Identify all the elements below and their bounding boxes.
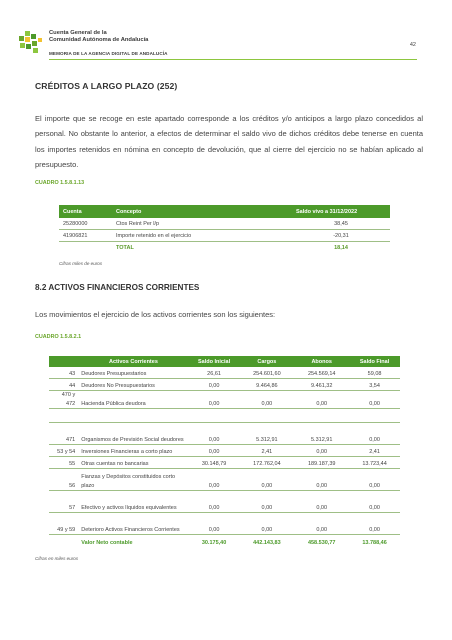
cell-saldo-inicial: 0,00 — [189, 391, 240, 409]
cell-abonos: 0,00 — [294, 469, 349, 491]
cell-cuenta — [49, 409, 78, 423]
cell-cuenta: 56 — [49, 469, 78, 491]
cell-concepto: Deudores No Presupuestarios — [78, 379, 188, 391]
cell-saldo-final: 0,00 — [349, 491, 400, 513]
table-row — [49, 469, 400, 491]
cell-saldo-inicial: 0,00 — [189, 423, 240, 445]
cell-cuenta: 57 — [49, 491, 78, 513]
cell-total-label: TOTAL — [116, 244, 134, 251]
cell-cuenta: 53 y 54 — [49, 445, 78, 457]
cell-saldo-inicial: 0,00 — [189, 379, 240, 391]
cell-abonos: 189.187,39 — [294, 457, 349, 469]
col-header-saldo: Saldo vivo a 31/12/2022 — [292, 205, 390, 218]
creditos-table — [59, 205, 390, 253]
cell-saldo-final: 59,08 — [349, 367, 400, 379]
cell-saldo-inicial: 26,61 — [189, 367, 240, 379]
org-name-line2: Comunidad Autónoma de Andalucía — [49, 36, 149, 43]
table-note-2: Cifras en miles euros — [35, 556, 79, 561]
section-paragraph-creditos: El importe que se recoge en este apartado corresponde a los créditos y/o anticipos a largo plazo concedidos al personal. No obstante lo anterior, a efectos de determinar el saldo vivo de dichos créditos debe tenerse en cuenta los importes retenidos en nómina en concepto de devolución, que al cierre del ejercicio no se habían aplicado al presupuesto. — [35, 114, 423, 169]
cell-saldo-final: 13.788,46 — [362, 539, 387, 546]
cell-cargos: 0,00 — [239, 391, 294, 409]
table-row — [49, 513, 400, 535]
page-number: 42 — [409, 42, 416, 48]
table-note-1: Cifras miles de euros — [59, 261, 103, 266]
cell-abonos: 0,00 — [294, 513, 349, 535]
cell-abonos: 5.312,91 — [294, 423, 349, 445]
col-header-cuenta: Cuenta — [59, 205, 112, 218]
cell-cargos: 0,00 — [239, 491, 294, 513]
cell-abonos: 9.461,32 — [294, 379, 349, 391]
section-paragraph-activos: Los movimientos el ejercicio de los activos corrientes son los siguientes: — [35, 310, 276, 319]
table-row — [49, 379, 400, 391]
table-row — [59, 218, 390, 230]
cell-cargos: 442.143,83 — [253, 539, 281, 546]
cell-cuenta: 44 — [49, 379, 78, 391]
cell-cuenta — [59, 242, 112, 254]
table-total-row — [49, 535, 400, 548]
table-row — [49, 457, 400, 469]
col-header-activos: Activos Corrientes — [78, 356, 188, 367]
cell-abonos: 0,00 — [294, 445, 349, 457]
cell-cuenta: 41906821 — [59, 230, 112, 242]
col-header-saldo-final: Saldo Final — [349, 356, 400, 367]
org-name — [49, 30, 148, 44]
cell-abonos: 0,00 — [294, 391, 349, 409]
cell-cargos: 254.601,60 — [239, 367, 294, 379]
cell-concepto: Efectivo y activos líquidos equivalentes — [78, 491, 188, 513]
table-total-row — [59, 242, 390, 254]
cell-cargos: 172.762,04 — [239, 457, 294, 469]
cell-concepto: Fianzas y Depósitos constituidos corto plazo — [78, 469, 188, 491]
cell-cuenta: 470 y 472 — [49, 391, 78, 409]
cell-saldo-final: 0,00 — [349, 513, 400, 535]
cell-saldo-final: 0,00 — [349, 469, 400, 491]
section-title-activos: 8.2 ACTIVOS FINANCIEROS CORRIENTES — [35, 283, 200, 292]
cell-saldo-inicial — [189, 409, 240, 423]
cell-cargos: 0,00 — [239, 513, 294, 535]
header-divider — [49, 59, 417, 60]
cell-saldo-inicial: 30.148,79 — [189, 457, 240, 469]
cell-saldo-inicial: 30.175,40 — [201, 539, 227, 546]
cell-abonos: 254.569,14 — [294, 367, 349, 379]
col-header-cargos: Cargos — [239, 356, 294, 367]
cell-saldo-inicial: 0,00 — [189, 469, 240, 491]
cell-cuenta: 471 — [49, 423, 78, 445]
cell-cuenta: 43 — [49, 367, 78, 379]
cell-abonos: 458.530,77 — [307, 539, 336, 546]
cell-saldo-final: 0,00 — [349, 423, 400, 445]
cell-saldo-final — [349, 409, 400, 423]
org-name-line1: Cuenta General de la — [49, 30, 107, 36]
andalucia-logo — [17, 28, 45, 56]
cell-saldo: -20,31 — [292, 230, 390, 242]
cell-saldo-final: 13.723,44 — [349, 457, 400, 469]
table-row — [49, 445, 400, 457]
col-header-concepto: Concepto — [112, 205, 292, 218]
cell-concepto: Ctos Reint Per l/p — [112, 218, 292, 230]
cell-concepto: Organismos de Previsión Social deudores — [78, 423, 188, 445]
cell-total-value: 18,14 — [334, 244, 348, 251]
section-title-creditos: CRÉDITOS A LARGO PLAZO (252) — [35, 81, 178, 91]
cell-saldo-inicial: 0,00 — [189, 445, 240, 457]
cell-concepto: Hacienda Pública deudora — [78, 391, 188, 409]
table-row — [49, 491, 400, 513]
cell-concepto: Deudores Presupuestarios — [78, 367, 188, 379]
cell-saldo: 38,45 — [292, 218, 390, 230]
cell-saldo-final: 3,54 — [349, 379, 400, 391]
cell-concepto: Otras cuentas no bancarias — [78, 457, 188, 469]
col-header-saldo-inicial: Saldo Inicial — [189, 356, 240, 367]
table-row — [49, 391, 400, 409]
table-label-2: CUADRO 1.5.8.2.1 — [35, 334, 82, 340]
cell-cargos: 0,00 — [239, 469, 294, 491]
cell-cuenta: 25280000 — [59, 218, 112, 230]
cell-cargos — [239, 409, 294, 423]
table-row — [49, 409, 400, 423]
cell-cuenta: 55 — [49, 457, 78, 469]
table-row — [59, 230, 390, 242]
cell-cargos: 2,41 — [239, 445, 294, 457]
table-row — [49, 367, 400, 379]
cell-abonos: 0,00 — [294, 491, 349, 513]
activos-corrientes-table — [49, 356, 400, 547]
cell-cuenta — [49, 535, 78, 548]
cell-concepto: Deterioro Activos Financieros Corrientes — [78, 513, 188, 535]
cell-cuenta: 49 y 59 — [49, 513, 78, 535]
cell-cargos: 5.312,91 — [239, 423, 294, 445]
cell-concepto — [78, 409, 188, 423]
cell-cargos: 9.464,86 — [239, 379, 294, 391]
col-header-abonos: Abonos — [294, 356, 349, 367]
table-label-1: CUADRO 1.5.8.1.13 — [35, 180, 85, 186]
cell-saldo-final: 2,41 — [349, 445, 400, 457]
cell-saldo-inicial: 0,00 — [189, 513, 240, 535]
document-subtitle: MEMORIA DE LA AGENCIA DIGITAL DE ANDALUCÍA — [49, 51, 168, 56]
cell-concepto: Inversiones Financieras a corto plazo — [78, 445, 188, 457]
cell-abonos — [294, 409, 349, 423]
table-row — [49, 423, 400, 445]
cell-concepto: Importe retenido en el ejercicio — [112, 230, 292, 242]
cell-concepto: Valor Neto contable — [81, 539, 133, 546]
cell-saldo-inicial: 0,00 — [189, 491, 240, 513]
col-header-cuenta — [49, 356, 78, 367]
cell-saldo-final: 0,00 — [349, 391, 400, 409]
